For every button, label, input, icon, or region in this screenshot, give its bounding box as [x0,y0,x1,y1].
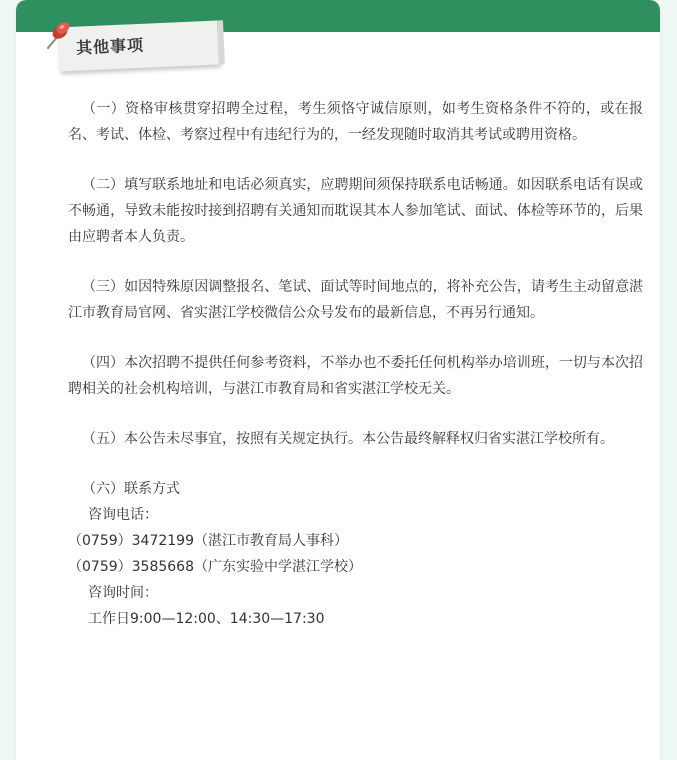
pushpin-icon [38,18,72,58]
time-label: 咨询时间： [88,585,158,601]
time-value: 工作日9:00—12:00、14:30—17:30 [88,611,325,627]
phone-label: 咨询电话： [88,507,158,523]
content-card [16,0,660,760]
section-title: 其他事项 [75,35,145,58]
paragraph-5: （五）本公告未尽事宜，按照有关规定执行。本公告最终解释权归省实湛江学校所有。 [82,431,614,447]
contact-section [68,476,643,632]
paragraph-4: （四）本次招聘不提供任何参考资料，不举办也不委托任何机构举办培训班，一切与本次招聘相关的社会机构培训，与湛江市教育局和省实湛江学校无关。 [68,355,643,397]
paragraph-2: （二）填写联系地址和电话必须真实，应聘期间须保持联系电话畅通。如因联系电话有误或不畅通，导致未能按时接到招聘有关通知而耽误其本人参加笔试、面试、体检等环节的，后果由应聘者本人负责。 [68,177,643,245]
notice-content [68,96,643,632]
paragraph-1: （一）资格审核贯穿招聘全过程，考生须恪守诚信原则，如考生资格条件不符的，或在报名、考试、体检、考察过程中有违纪行为的，一经发现随时取消其考试或聘用资格。 [68,101,643,143]
contact-heading: （六）联系方式 [82,481,180,497]
phone-number-1: （0759）3472199（湛江市教育局人事科） [68,533,348,549]
paragraph-3: （三）如因特殊原因调整报名、笔试、面试等时间地点的，将补充公告，请考生主动留意湛江市教育局官网、省实湛江学校微信公众号发布的最新信息，不再另行通知。 [68,279,643,321]
phone-number-2: （0759）3585668（广东实验中学湛江学校） [68,559,362,575]
